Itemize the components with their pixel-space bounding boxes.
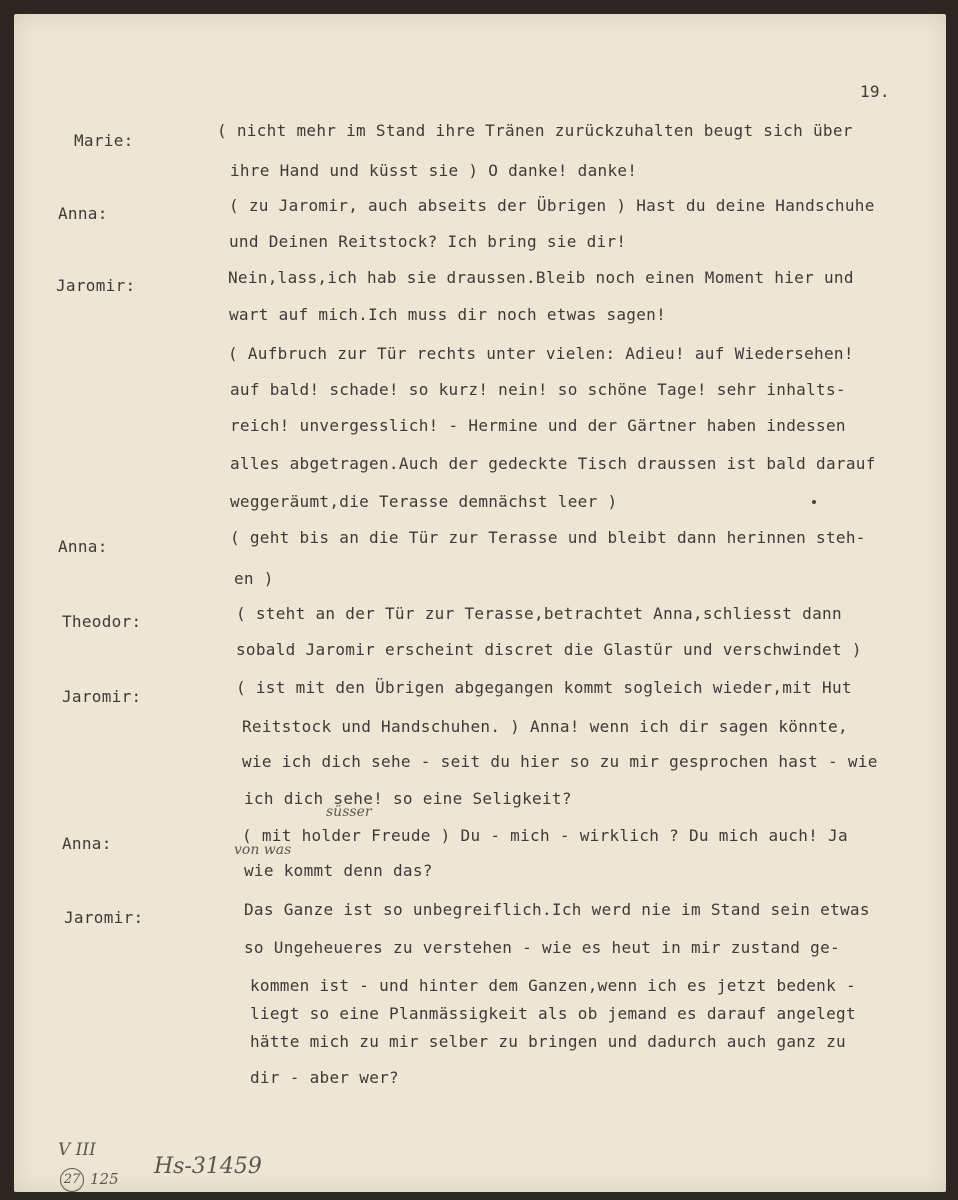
text-line: Nein,lass,ich hab sie draussen.Bleib noch einen Moment hier und	[228, 268, 854, 287]
speaker-label: Anna:	[62, 834, 112, 853]
text-line: Reitstock und Handschuhen. ) Anna! wenn ich dir sagen könnte,	[242, 717, 848, 736]
text-line: ( steht an der Tür zur Terasse,betrachtet Anna,schliesst dann	[236, 604, 842, 623]
text-line: so Ungeheueres zu verstehen - wie es heut in mir zustand ge-	[244, 938, 840, 957]
text-line: en )	[234, 569, 274, 588]
archive-note: 125	[90, 1170, 119, 1188]
text-line: reich! unvergesslich! - Hermine und der Gärtner haben indessen	[230, 416, 846, 435]
text-line: wart auf mich.Ich muss dir noch etwas sagen!	[229, 305, 667, 324]
text-line: kommen ist - und hinter dem Ganzen,wenn ich es jetzt bedenk -	[250, 976, 856, 995]
text-line: liegt so eine Planmässigkeit als ob jemand es darauf angelegt	[250, 1004, 856, 1023]
text-line: weggeräumt,die Terasse demnächst leer )	[230, 492, 618, 511]
text-line: ihre Hand und küsst sie ) O danke! danke!	[230, 161, 638, 180]
text-line: und Deinen Reitstock? Ich bring sie dir!	[229, 232, 627, 251]
manuscript-page	[14, 14, 946, 1192]
speaker-label: Marie:	[74, 131, 134, 150]
text-line: auf bald! schade! so kurz! nein! so schöne Tage! sehr inhalts-	[230, 380, 846, 399]
text-line: ( Aufbruch zur Tür rechts unter vielen: Adieu! auf Wiedersehen!	[228, 344, 854, 363]
archive-circle: 27	[60, 1168, 84, 1192]
text-line: dir - aber wer?	[250, 1068, 399, 1087]
text-line: ( mit holder Freude ) Du - mich - wirklich ? Du mich auch! Ja	[242, 826, 848, 845]
text-line: ( geht bis an die Tür zur Terasse und bleibt dann herinnen steh-	[230, 528, 866, 547]
text-line: ( zu Jaromir, auch abseits der Übrigen ) Hast du deine Handschuhe	[229, 196, 875, 215]
text-line: wie ich dich sehe - seit du hier so zu mir gesprochen hast - wie	[242, 752, 878, 771]
page-number: 19.	[860, 82, 890, 101]
text-line: sobald Jaromir erscheint discret die Glastür und verschwindet )	[236, 640, 862, 659]
text-line: hätte mich zu mir selber zu bringen und dadurch auch ganz zu	[250, 1032, 846, 1051]
text-line: Das Ganze ist so unbegreiflich.Ich werd nie im Stand sein etwas	[244, 900, 870, 919]
speaker-label: Anna:	[58, 537, 108, 556]
ink-dot	[812, 500, 816, 504]
text-line: ( ist mit den Übrigen abgegangen kommt sogleich wieder,mit Hut	[236, 678, 852, 697]
text-line: ( nicht mehr im Stand ihre Tränen zurückzuhalten beugt sich über	[217, 121, 853, 140]
text-line: alles abgetragen.Auch der gedeckte Tisch draussen ist bald darauf	[230, 454, 876, 473]
archive-note: V III	[58, 1140, 96, 1160]
handwritten-annotation: süsser	[326, 804, 372, 820]
shelfmark: Hs-31459	[154, 1154, 262, 1179]
speaker-label: Anna:	[58, 204, 108, 223]
speaker-label: Theodor:	[62, 612, 142, 631]
speaker-label: Jaromir:	[62, 687, 142, 706]
handwritten-annotation: von was	[234, 842, 292, 858]
speaker-label: Jaromir:	[64, 908, 144, 927]
text-line: ich dich sehe! so eine Seligkeit?	[244, 789, 572, 808]
text-line: wie kommt denn das?	[244, 861, 433, 880]
speaker-label: Jaromir:	[56, 276, 136, 295]
